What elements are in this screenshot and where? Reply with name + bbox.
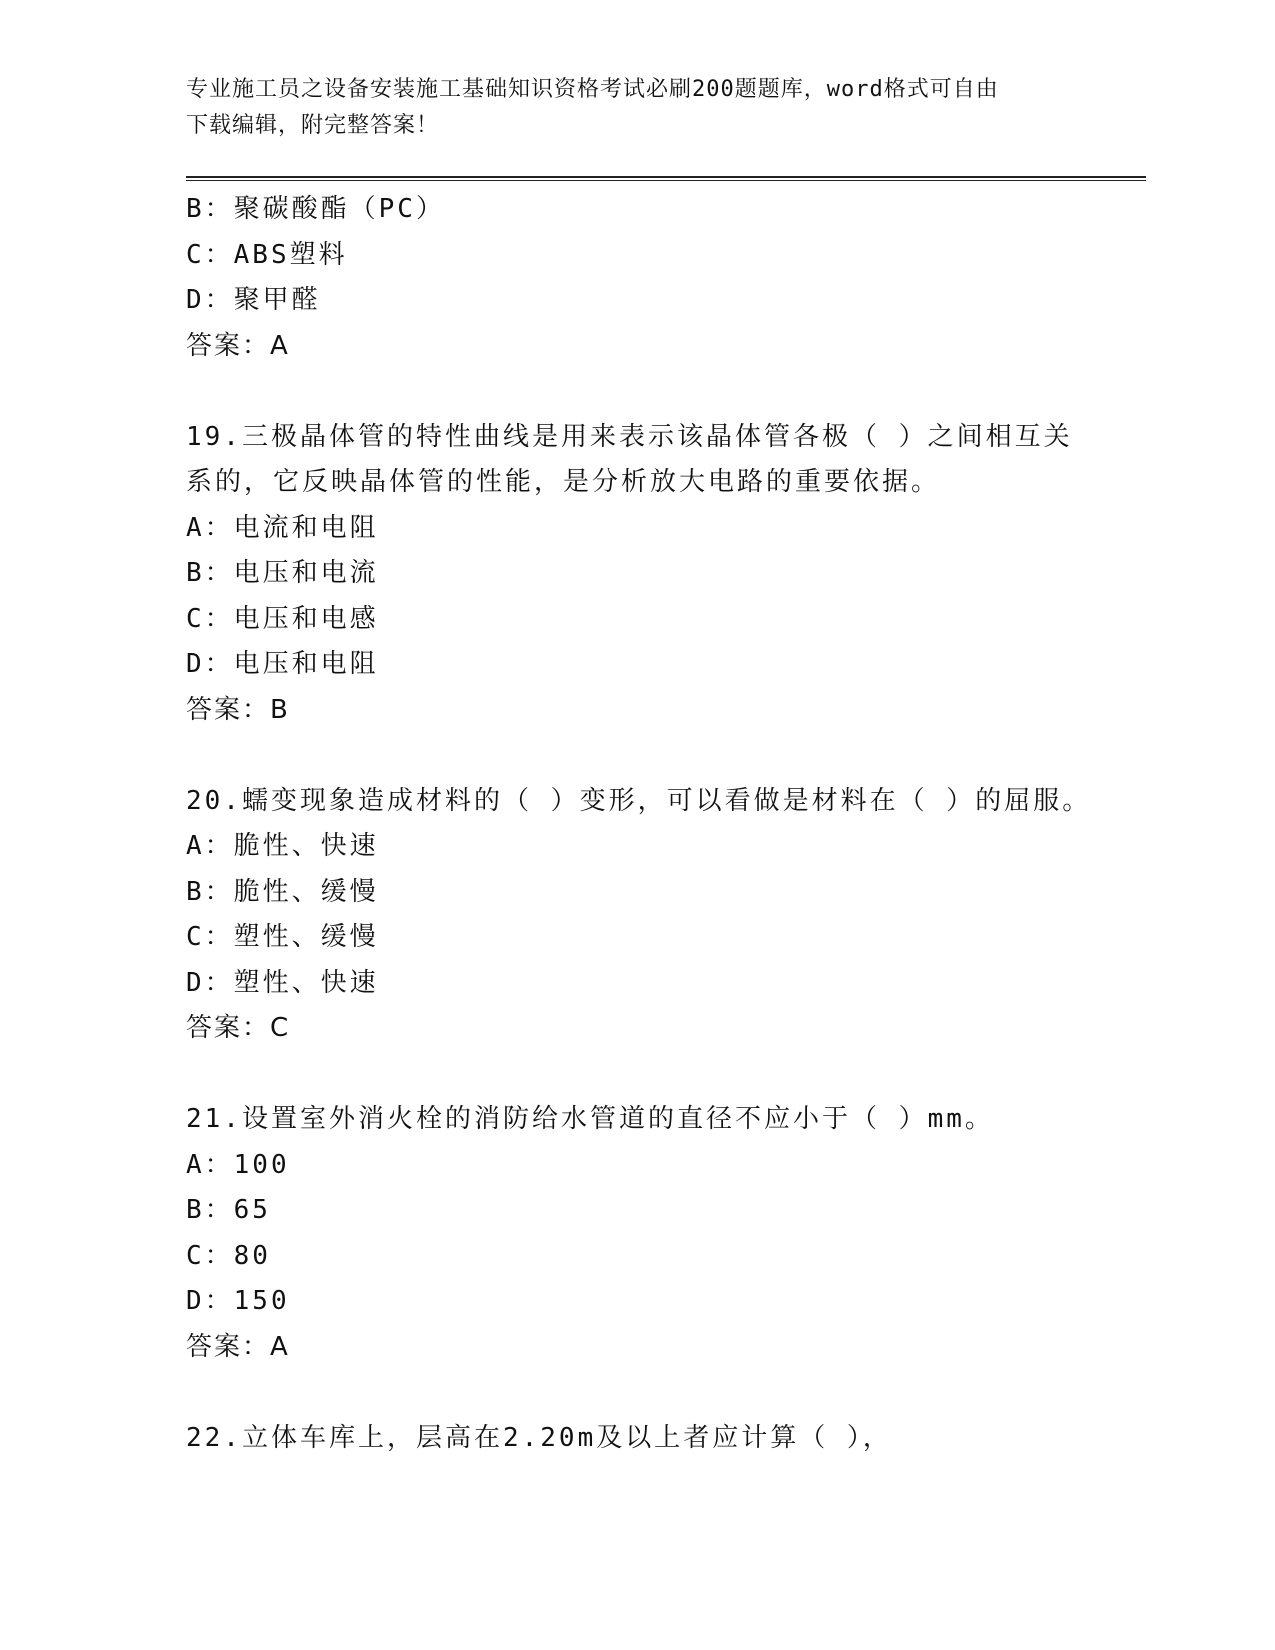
answer-line: 答案：A xyxy=(186,1331,290,1362)
question-stem: 系的，它反映晶体管的性能，是分析放大电路的重要依据。 xyxy=(186,467,941,497)
option-c: C：80 xyxy=(186,1240,271,1271)
option-c: C：电压和电感 xyxy=(186,603,379,634)
option-b: B：脆性、缓慢 xyxy=(186,876,379,907)
answer-line: 答案：A xyxy=(186,330,290,361)
question-19 xyxy=(186,415,1146,734)
document-header xyxy=(186,72,1066,144)
option-a: A：100 xyxy=(186,1149,290,1180)
spacer xyxy=(186,369,1146,415)
option-b: B：聚碳酸酯（PC） xyxy=(186,194,445,224)
question-stem: 22.立体车库上，层高在2.20m及以上者应计算（ ）， xyxy=(186,1422,892,1453)
question-21 xyxy=(186,1097,1146,1370)
question-20 xyxy=(186,779,1146,1052)
option-a: A：电流和电阻 xyxy=(186,512,379,543)
spacer xyxy=(186,1370,1146,1416)
question-fragment xyxy=(186,187,1146,369)
option-c: C：ABS塑料 xyxy=(186,239,348,270)
option-d: D：150 xyxy=(186,1286,290,1316)
option-c: C：塑性、缓慢 xyxy=(186,922,379,952)
question-stem: 21.设置室外消火栓的消防给水管道的直径不应小于（ ）mm。 xyxy=(186,1104,994,1134)
option-d: D：电压和电阻 xyxy=(186,649,379,679)
option-d: D：塑性、快速 xyxy=(186,967,379,998)
answer-line: 答案：B xyxy=(186,694,290,725)
question-list xyxy=(186,187,1146,1461)
document-page xyxy=(186,0,1146,1650)
answer-line: 答案：C xyxy=(186,1013,291,1043)
header-divider xyxy=(186,176,1146,181)
question-stem: 19.三极晶体管的特性曲线是用来表示该晶体管各极（ ）之间相互关 xyxy=(186,421,1073,452)
option-a: A：脆性、快速 xyxy=(186,831,379,861)
question-stem: 20.蠕变现象造成材料的（ ）变形，可以看做是材料在（ ）的屈服。 xyxy=(186,785,1092,816)
header-title-line-1: 专业施工员之设备安装施工基础知识资格考试必刷200题题库，word格式可自由 xyxy=(186,77,999,102)
option-b: B：电压和电流 xyxy=(186,558,379,588)
spacer xyxy=(186,1052,1146,1098)
header-title-line-2: 下载编辑，附完整答案！ xyxy=(186,113,440,138)
option-b: B：65 xyxy=(186,1195,271,1225)
spacer xyxy=(186,733,1146,779)
option-d: D：聚甲醛 xyxy=(186,285,321,315)
question-22 xyxy=(186,1416,1146,1462)
